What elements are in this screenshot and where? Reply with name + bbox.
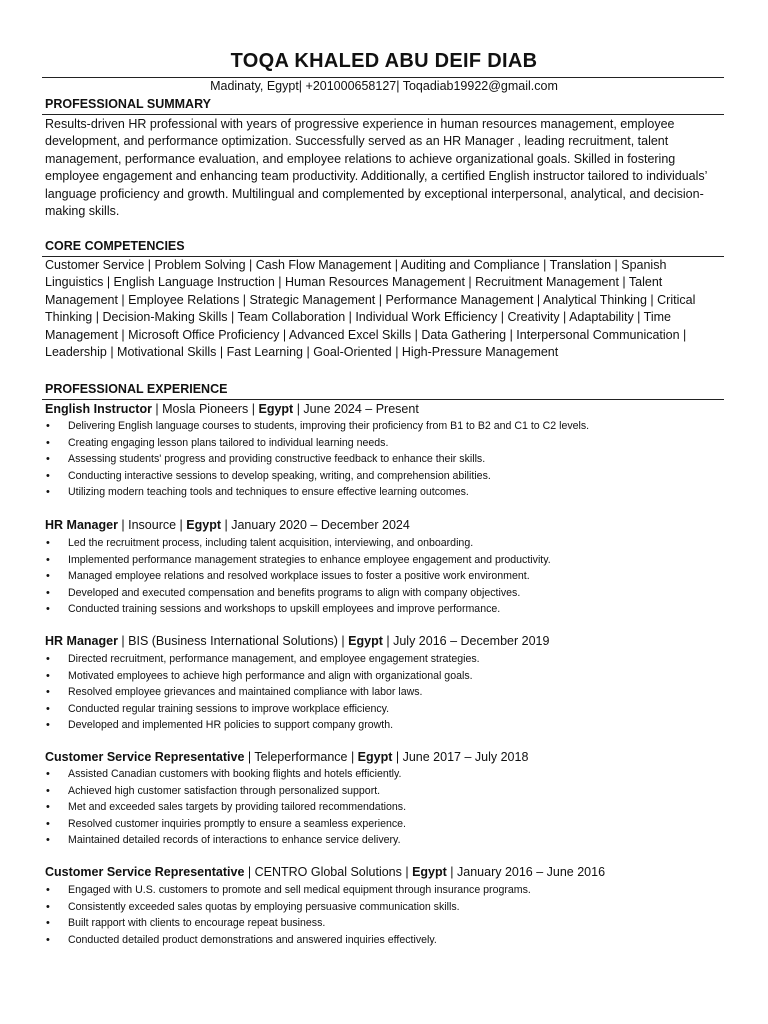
job-bullet: • Directed recruitment, performance management, and employee engagement strategies. xyxy=(45,651,725,668)
competencies-heading: CORE COMPETENCIES xyxy=(45,239,185,253)
job-company: | Mosla Pioneers | xyxy=(151,402,259,416)
job-bullet: • Conducting interactive sessions to develop speaking, writing, and comprehension abilities. xyxy=(45,468,725,485)
job-location: Egypt xyxy=(258,402,294,416)
job-heading xyxy=(45,401,419,417)
job-bullet: • Resolved customer inquiries promptly to ensure a seamless experience. xyxy=(45,816,725,833)
summary-heading: PROFESSIONAL SUMMARY xyxy=(45,97,211,111)
job-dates: | January 2016 – June 2016 xyxy=(446,865,606,879)
job-bullets xyxy=(45,651,725,734)
job-location: Egypt xyxy=(186,518,222,532)
job-bullet: • Delivering English language courses to students, improving their proficiency from B1 to B2 and C1 to C2 levels. xyxy=(45,418,725,435)
job-bullet: • Utilizing modern teaching tools and techniques to ensure effective learning outcomes. xyxy=(45,484,725,501)
job-bullet: • Maintained detailed records of interactions to enhance service delivery. xyxy=(45,832,725,849)
job-bullet: • Developed and executed compensation and benefits programs to align with company objectives. xyxy=(45,585,725,602)
job-bullet: • Developed and implemented HR policies to support company growth. xyxy=(45,717,725,734)
summary-text: Results-driven HR professional with years of progressive experience in human resources management, employee development, and performance optimization. Successfully served as an HR Manager , leading recruitment, talent management, performance evaluation, and employee relations to achieve organizational goals. Skilled in fostering employee engagement and enhancing team productivity. Additionally, a certified English instructor tailored to individuals’ language proficiency and growth. Multilingual and complemented by exceptional interpersonal, analytical, and decision-making skills. xyxy=(45,117,707,219)
job-dates: | January 2020 – December 2024 xyxy=(221,518,410,532)
job-role: HR Manager xyxy=(45,518,118,532)
competencies-text: Customer Service | Problem Solving | Cash Flow Management | Auditing and Compliance | Translation | Spanish Linguistics | English Language Instruction | Human Resources Management | Recruitment Management | Talent Management | Employee Relations | Strategic Management | Performance Management | Analytical Thinking | Critical Thinking | Decision-Making Skills | Team Collaboration | Individual Work Efficiency | Creativity | Adaptability | Time Management | Microsoft Office Proficiency | Advanced Excel Skills | Data Gathering | Interpersonal Communication | Leadership | Motivational Skills | Fast Learning | Goal-Oriented | High-Pressure Management xyxy=(45,258,696,360)
job-bullet: • Motivated employees to achieve high performance and align with organizational goals. xyxy=(45,668,725,685)
job-company: | BIS (Business International Solutions) | xyxy=(117,634,349,648)
job-bullet: • Resolved employee grievances and maintained compliance with labor laws. xyxy=(45,684,725,701)
job-bullet: • Conducted regular training sessions to improve workplace efficiency. xyxy=(45,701,725,718)
experience-divider xyxy=(42,399,724,400)
job-bullet: • Consistently exceeded sales quotas by employing persuasive communication skills. xyxy=(45,899,725,916)
job-bullet: • Conducted detailed product demonstrations and answered inquiries effectively. xyxy=(45,932,725,949)
job-bullet: • Engaged with U.S. customers to promote and sell medical equipment through insurance programs. xyxy=(45,882,725,899)
job-company: | Insource | xyxy=(117,518,187,532)
job-dates: | June 2017 – July 2018 xyxy=(392,750,529,764)
job-heading xyxy=(45,749,528,765)
job-heading xyxy=(45,517,410,533)
job-company: | CENTRO Global Solutions | xyxy=(244,865,413,879)
job-location: Egypt xyxy=(357,750,393,764)
job-role: Customer Service Representative xyxy=(45,750,245,764)
experience-heading: PROFESSIONAL EXPERIENCE xyxy=(45,382,228,396)
job-bullet: • Led the recruitment process, including talent acquisition, interviewing, and onboarding. xyxy=(45,535,725,552)
job-heading xyxy=(45,633,549,649)
job-role: Customer Service Representative xyxy=(45,865,245,879)
job-bullets xyxy=(45,766,725,849)
summary-divider xyxy=(42,114,724,115)
job-heading xyxy=(45,864,605,880)
job-dates: | July 2016 – December 2019 xyxy=(382,634,550,648)
job-bullets xyxy=(45,418,725,501)
job-bullet: • Assessing students' progress and providing constructive feedback to enhance their skills. xyxy=(45,451,725,468)
job-role: HR Manager xyxy=(45,634,118,648)
job-bullet: • Conducted training sessions and workshops to upskill employees and improve performance. xyxy=(45,601,725,618)
candidate-name: TOQA KHALED ABU DEIF DIAB xyxy=(230,50,538,72)
job-bullet: • Managed employee relations and resolved workplace issues to foster a positive work environment. xyxy=(45,568,725,585)
job-bullet: • Creating engaging lesson plans tailored to individual learning needs. xyxy=(45,435,725,452)
job-bullet: • Met and exceeded sales targets by providing tailored recommendations. xyxy=(45,799,725,816)
job-bullet: • Implemented performance management strategies to enhance employee engagement and productivity. xyxy=(45,552,725,569)
job-bullet: • Achieved high customer satisfaction through personalized support. xyxy=(45,783,725,800)
job-location: Egypt xyxy=(412,865,447,879)
job-location: Egypt xyxy=(348,634,383,648)
job-bullet: • Assisted Canadian customers with booking flights and hotels efficiently. xyxy=(45,766,725,783)
contact-info: Madinaty, Egypt| +201000658127| Toqadiab19922@gmail.com xyxy=(210,79,558,93)
job-bullet: • Built rapport with clients to encourage repeat business. xyxy=(45,915,725,932)
job-dates: | June 2024 – Present xyxy=(293,402,419,416)
job-bullets xyxy=(45,882,725,948)
job-role: English Instructor xyxy=(45,402,152,416)
job-company: | Teleperformance | xyxy=(244,750,358,764)
job-bullets xyxy=(45,535,725,618)
